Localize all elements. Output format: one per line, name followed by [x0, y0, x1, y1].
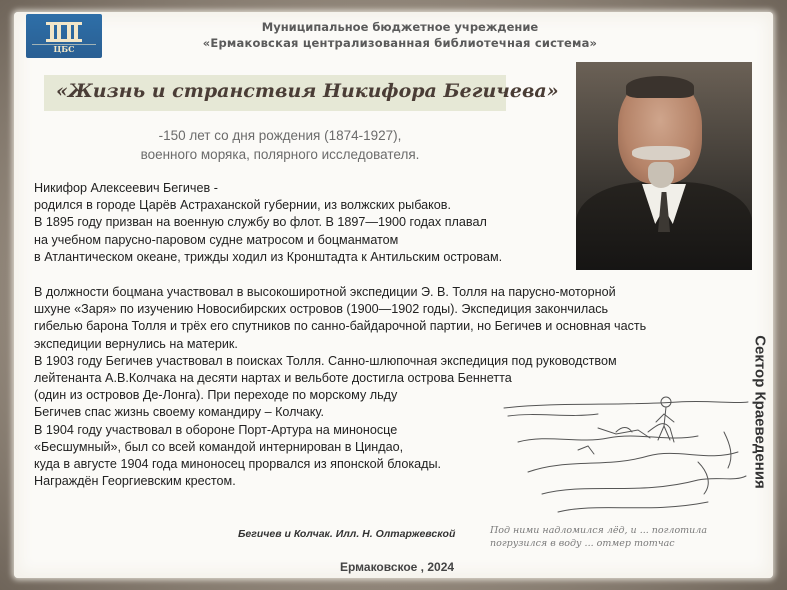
text-line: В 1904 году участвовал в обороне Порт-Артура на миноносце: [34, 422, 398, 437]
portrait-photo: [576, 62, 752, 270]
library-logo: [26, 14, 102, 58]
text-line: куда в августе 1904 года миноносец прорвался из японской блокады.: [34, 457, 442, 472]
footer-place-year: Ермаковское , 2024: [340, 560, 455, 574]
text-line: на учебном парусно-паровом судне матросом и боцманматом: [34, 232, 399, 247]
logo-text: ЦБС: [53, 44, 75, 54]
text-line: родился в городе Царёв Астраханской губернии, из волжских рыбаков.: [34, 198, 451, 213]
handwritten-note: [490, 524, 758, 558]
header-library-system: «Ермаковская централизованная библиотечная система»: [202, 36, 598, 50]
text-line: (один из островов Де-Лонга). При переходе по морскому льду: [34, 388, 398, 403]
text-line: «Бесшумный», был со всей командой интернирован в Циндао,: [34, 439, 404, 454]
subtitle-line-2: военного моряка, полярного исследователя.: [140, 147, 420, 162]
text-line: В 1895 году призван на военную службу во флот. В 1897—1900 годах плавал: [34, 215, 487, 230]
text-line: экспедиции вернулись на материк.: [34, 336, 238, 351]
text-line: Бегичев спас жизнь своему командиру – Колчаку.: [34, 405, 324, 420]
text-line: В 1903 году Бегичев участвовал в поисках Толля. Санно-шлюпочная экспедиция под руководством: [34, 353, 617, 368]
handwritten-line: Под ними надломился лёд, и ... поглотила: [490, 525, 708, 536]
sled-expedition-sketch: [498, 372, 752, 522]
subtitle-line-1: -150 лет со дня рождения (1874-1927),: [158, 128, 402, 143]
text-line: шхуне «Заря» по изучению Новосибирских островов (1900—1902 годы). Экспедиция закончилась: [34, 302, 609, 317]
handwritten-line: погрузился в воду ... отмер тотчас: [490, 538, 675, 549]
text-line: лейтенанта А.В.Колчака на десяти нартах и вельботе достигла острова Беннетта: [34, 371, 512, 386]
text-line: в Атлантическом океане, трижды ходил из Кронштадта к Антильским островам.: [34, 249, 503, 264]
section-label-text: Сектор Краеведения: [751, 335, 769, 489]
text-line: В должности боцмана участвовал в высокоширотной экспедиции Э. В. Толля на парусно-моторной: [34, 285, 616, 299]
page-title: «Жизнь и странствия Никифора Бегичева»: [56, 80, 559, 102]
header-institution: Муниципальное бюджетное учреждение: [261, 20, 539, 34]
biography-paragraph-1: [34, 180, 502, 266]
illustration-caption: Бегичев и Колчак. Илл. Н. Олтаржевской: [238, 528, 456, 540]
text-line: Никифор Алексеевич Бегичев -: [34, 181, 218, 195]
text-line: Награждён Георгиевским крестом.: [34, 474, 236, 489]
text-line: гибелью барона Толля и трёх его спутников по санно-байдарочной партии, но Бегичев и основная часть: [34, 319, 647, 334]
